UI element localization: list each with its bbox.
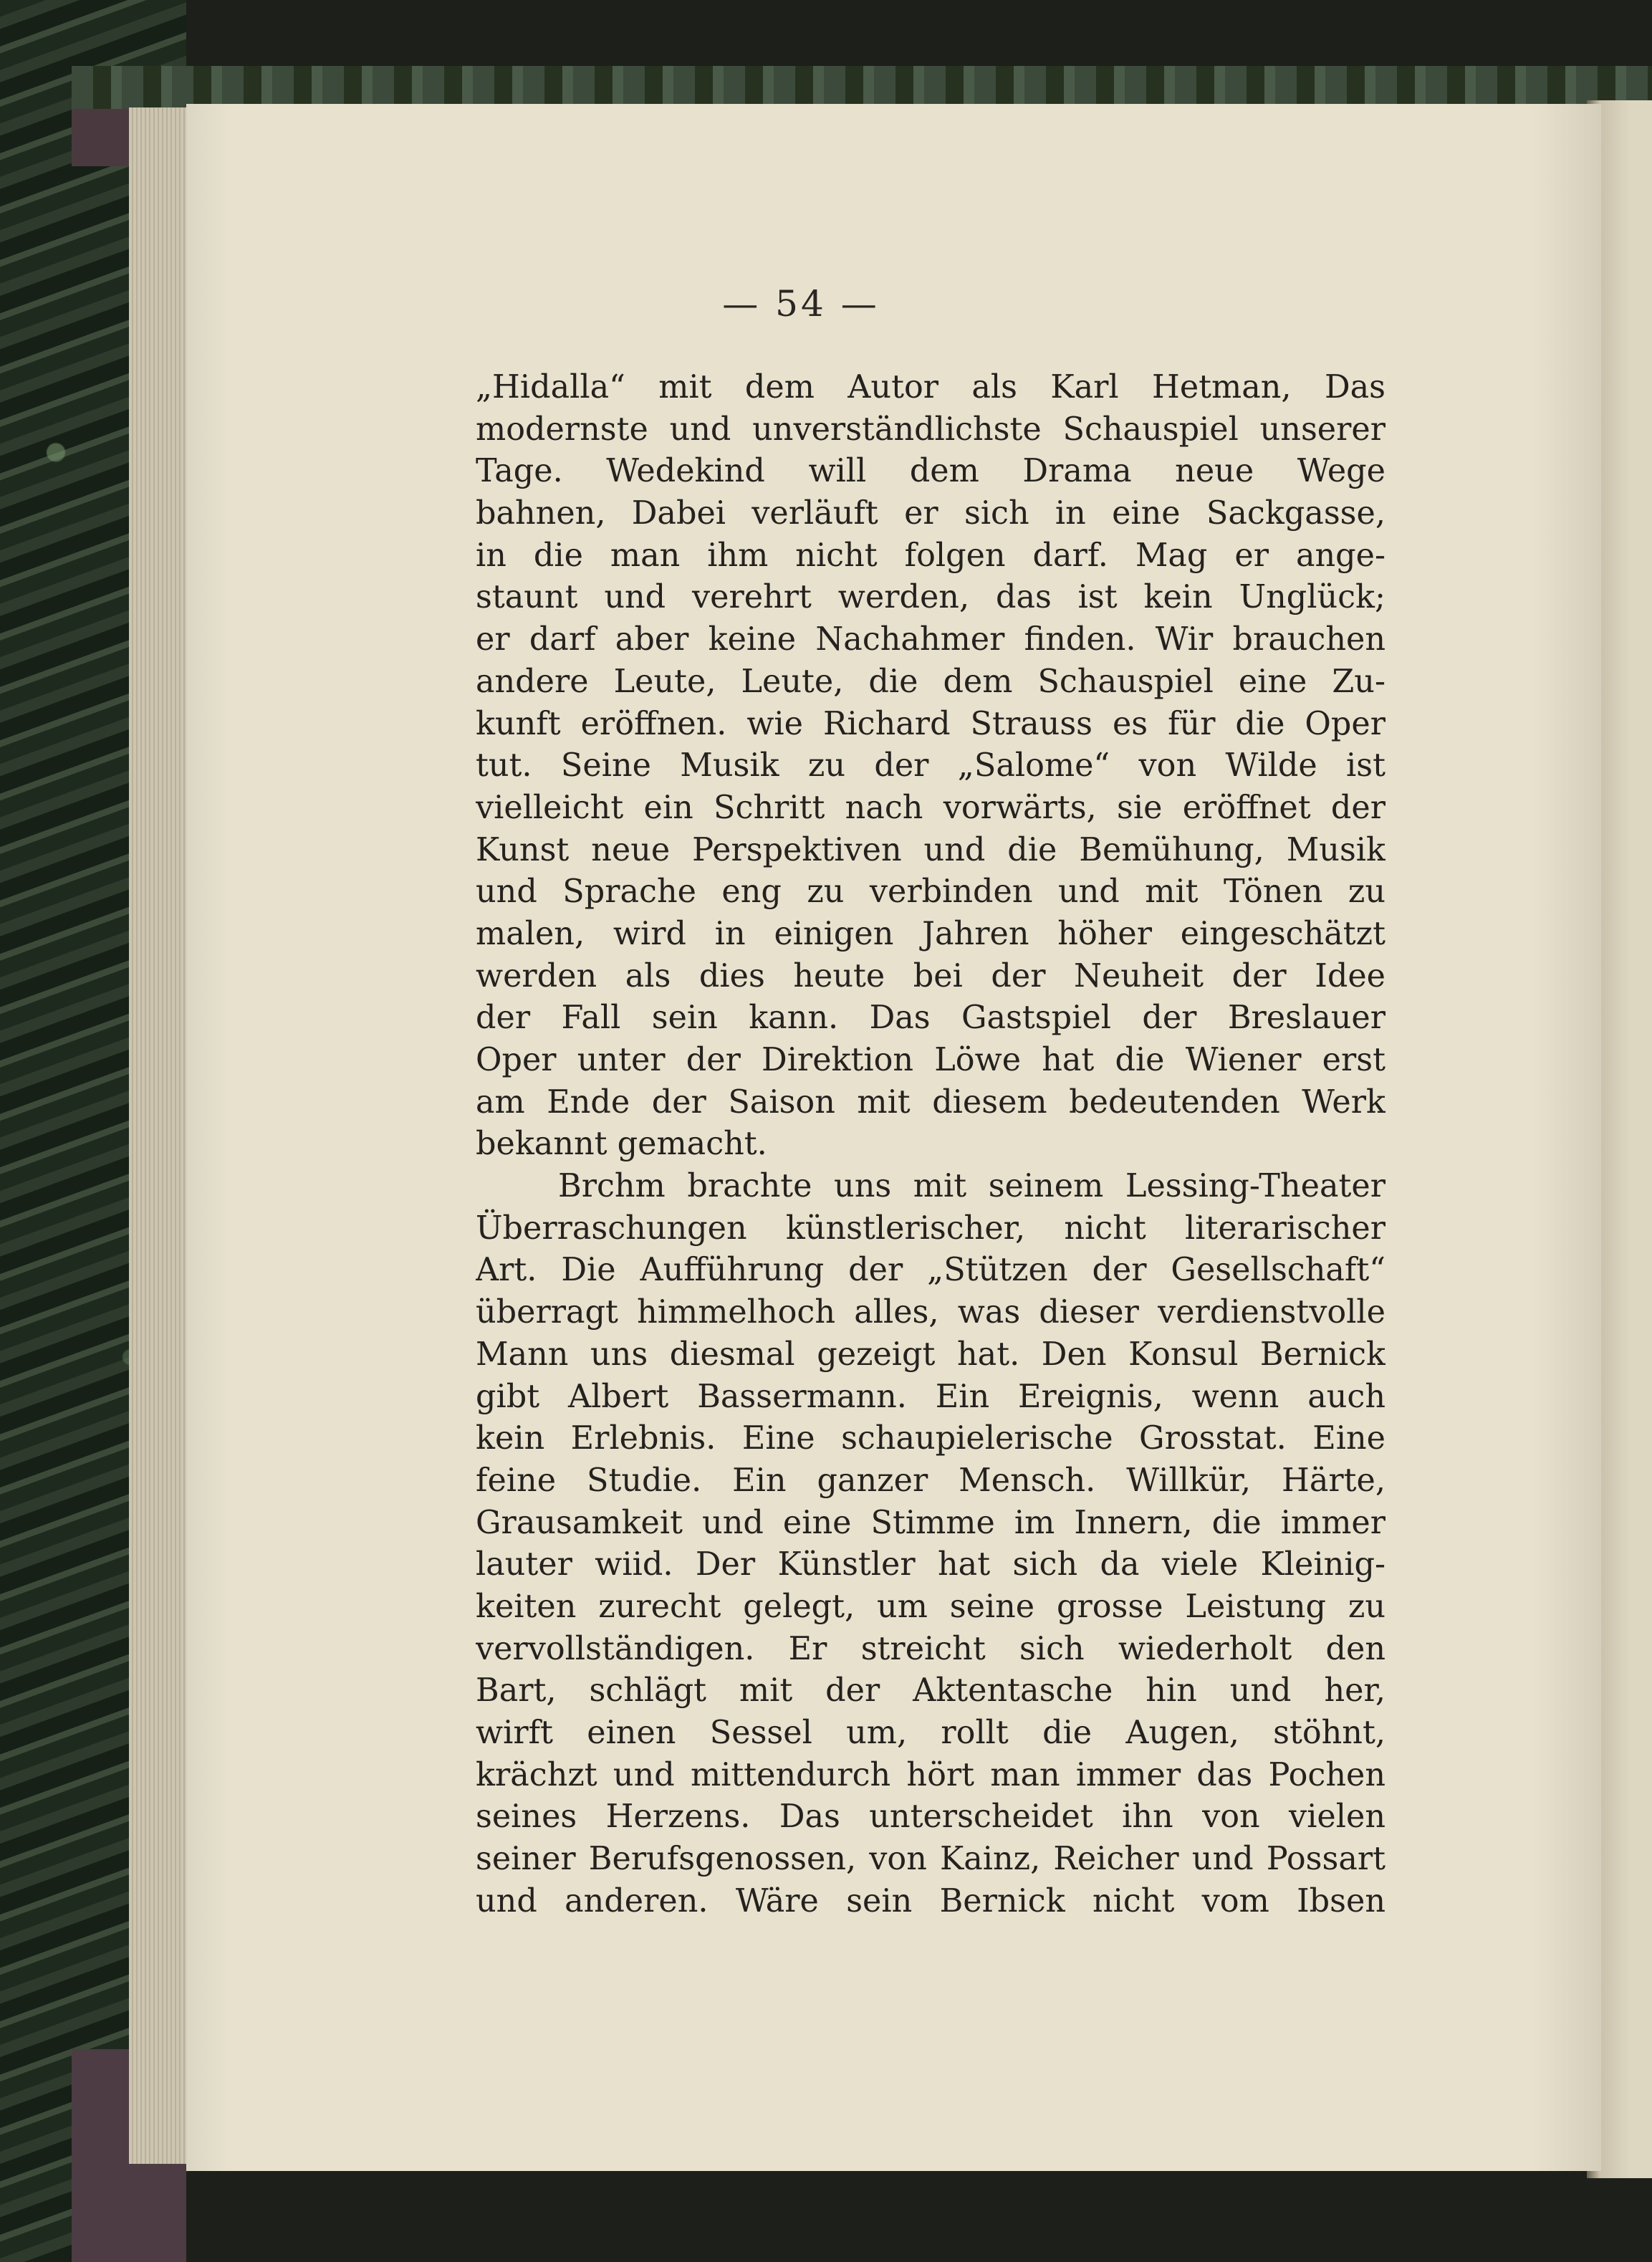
- book-top-edge: [72, 66, 1652, 109]
- text-line: am Ende der Saison mit diesem bedeutenden Werk: [476, 1083, 1386, 1121]
- text-line: vervollständigen. Er streicht sich wiederholt den: [476, 1630, 1386, 1667]
- text-line: krächzt und mittendurch hört man immer das Pochen: [476, 1756, 1386, 1793]
- paragraph: [476, 367, 1386, 1166]
- text-line: Mann uns diesmal gezeigt hat. Den Konsul Bernick: [476, 1336, 1386, 1373]
- text-line: seines Herzens. Das unterscheidet ihn von vielen: [476, 1798, 1386, 1836]
- text-line: werden als dies heute bei der Neuheit der Idee: [476, 957, 1386, 995]
- text-line: vielleicht ein Schritt nach vorwärts, sie eröffnet der: [476, 789, 1386, 826]
- text-line: „Hidalla“ mit dem Autor als Karl Hetman, Das: [476, 369, 1386, 406]
- text-line: kein Erlebnis. Eine schaupielerische Grosstat. Eine: [476, 1420, 1386, 1457]
- text-line: gibt Albert Bassermann. Ein Ereignis, wenn auch: [476, 1378, 1386, 1415]
- text-line: andere Leute, Leute, die dem Schauspiel eine Zu-: [476, 663, 1386, 700]
- text-line: bekannt gemacht.: [476, 1126, 767, 1163]
- paragraph: [476, 1166, 1386, 1922]
- text-line: modernste und unverständlichste Schauspiel unserer: [476, 411, 1386, 448]
- text-line: wirft einen Sessel um, rollt die Augen, stöhnt,: [476, 1715, 1386, 1751]
- text-line: tut. Seine Musik zu der „Salome“ von Wilde ist: [476, 747, 1386, 785]
- text-line: Art. Die Aufführung der „Stützen der Gesellschaft“: [476, 1252, 1386, 1289]
- text-line: staunt und verehrt werden, das ist kein Unglück;: [476, 579, 1386, 616]
- text-line: Tage. Wedekind will dem Drama neue Wege: [476, 453, 1386, 490]
- text-line: und Sprache eng zu verbinden und mit Tönen zu: [476, 873, 1386, 911]
- text-line: der Fall sein kann. Das Gastspiel der Breslauer: [476, 1000, 1386, 1037]
- text-line: Bart, schlägt mit der Aktentasche hin und her,: [476, 1672, 1386, 1710]
- text-line: und anderen. Wäre sein Bernick nicht vom Ibsen: [476, 1882, 1386, 1920]
- text-line: Oper unter der Direktion Löwe hat die Wiener erst: [476, 1042, 1386, 1078]
- page-body-text: [476, 367, 1386, 1922]
- text-line: keiten zurecht gelegt, um seine grosse Leistung zu: [476, 1588, 1386, 1625]
- text-line: in die man ihm nicht folgen darf. Mag er ange-: [476, 537, 1386, 574]
- text-line: Brchm brachte uns mit seinem Lessing-Theater: [558, 1168, 1386, 1205]
- text-line: überragt himmelhoch alles, was dieser verdienstvolle: [476, 1294, 1386, 1331]
- page-number: — 54 —: [722, 283, 880, 325]
- text-line: bahnen, Dabei verläuft er sich in eine Sackgasse,: [476, 495, 1386, 532]
- text-line: lauter wiid. Der Künstler hat sich da viele Kleinig-: [476, 1546, 1386, 1583]
- text-line: Überraschungen künstlerischer, nicht literarischer: [476, 1209, 1386, 1247]
- text-line: er darf aber keine Nachahmer finden. Wir brauchen: [476, 621, 1386, 658]
- text-line: seiner Berufsgenossen, von Kainz, Reicher und Possart: [476, 1841, 1386, 1878]
- text-line: Grausamkeit und eine Stimme im Innern, die immer: [476, 1504, 1386, 1541]
- text-line: malen, wird in einigen Jahren höher eingeschätzt: [476, 915, 1386, 952]
- text-line: Kunst neue Perspektiven und die Bemühung, Musik: [476, 831, 1386, 868]
- page-block-edges: [129, 107, 193, 2164]
- text-line: kunft eröffnen. wie Richard Strauss es für die Oper: [476, 705, 1386, 742]
- text-line: feine Studie. Ein ganzer Mensch. Willkür, Härte,: [476, 1462, 1386, 1499]
